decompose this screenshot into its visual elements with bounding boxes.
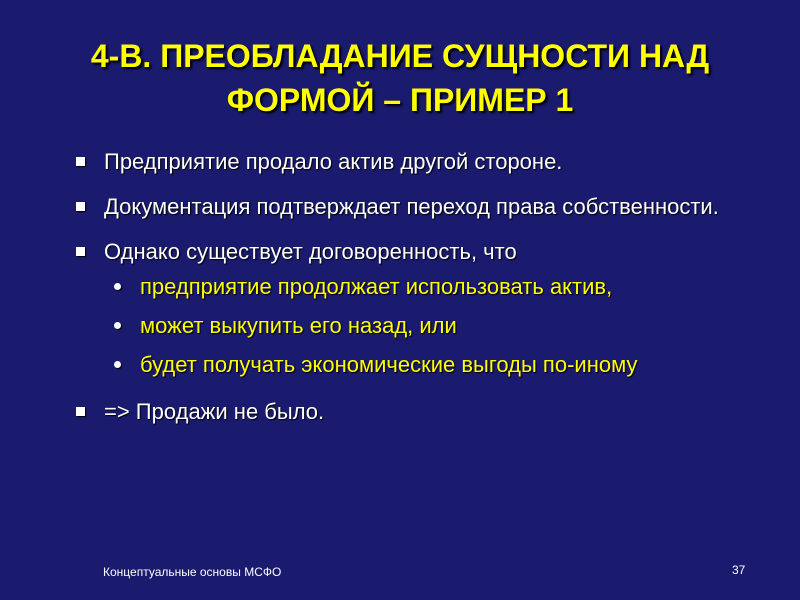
page-number: 37 [732, 563, 746, 577]
bullet-list [72, 146, 772, 441]
round-bullet-icon [114, 283, 121, 290]
slide-title-line-2: ФОРМОЙ – ПРИМЕР 1 [226, 82, 574, 118]
round-bullet-icon [114, 361, 121, 368]
slide-title [20, 34, 780, 122]
sub-bullet-text: предприятие продолжает использовать актив, [140, 274, 613, 299]
slide-title-line-1: 4-В. ПРЕОБЛАДАНИЕ СУЩНОСТИ НАД [90, 38, 710, 74]
bullet-item [72, 236, 772, 267]
bullet-text: Однако существует договоренность, что [104, 239, 517, 264]
bullet-text: Предприятие продало актив другой стороне. [104, 149, 563, 174]
sub-bullet-text: может выкупить его назад, или [140, 313, 457, 338]
square-bullet-icon [76, 407, 85, 416]
square-bullet-icon [76, 247, 85, 256]
bullet-text: Документация подтверждает переход права собственности. [104, 194, 719, 219]
bullet-item [72, 396, 772, 427]
slide-footer: Концептуальные основы МСФО [103, 565, 282, 579]
sub-bullet-item [72, 310, 772, 341]
sub-bullet-item [72, 349, 772, 380]
round-bullet-icon [114, 322, 121, 329]
bullet-item [72, 191, 772, 222]
sub-bullet-item [72, 271, 772, 302]
square-bullet-icon [76, 157, 85, 166]
square-bullet-icon [76, 202, 85, 211]
sub-bullet-text: будет получать экономические выгоды по-иному [140, 352, 638, 377]
bullet-item [72, 146, 772, 177]
bullet-text: => Продажи не было. [104, 399, 325, 424]
